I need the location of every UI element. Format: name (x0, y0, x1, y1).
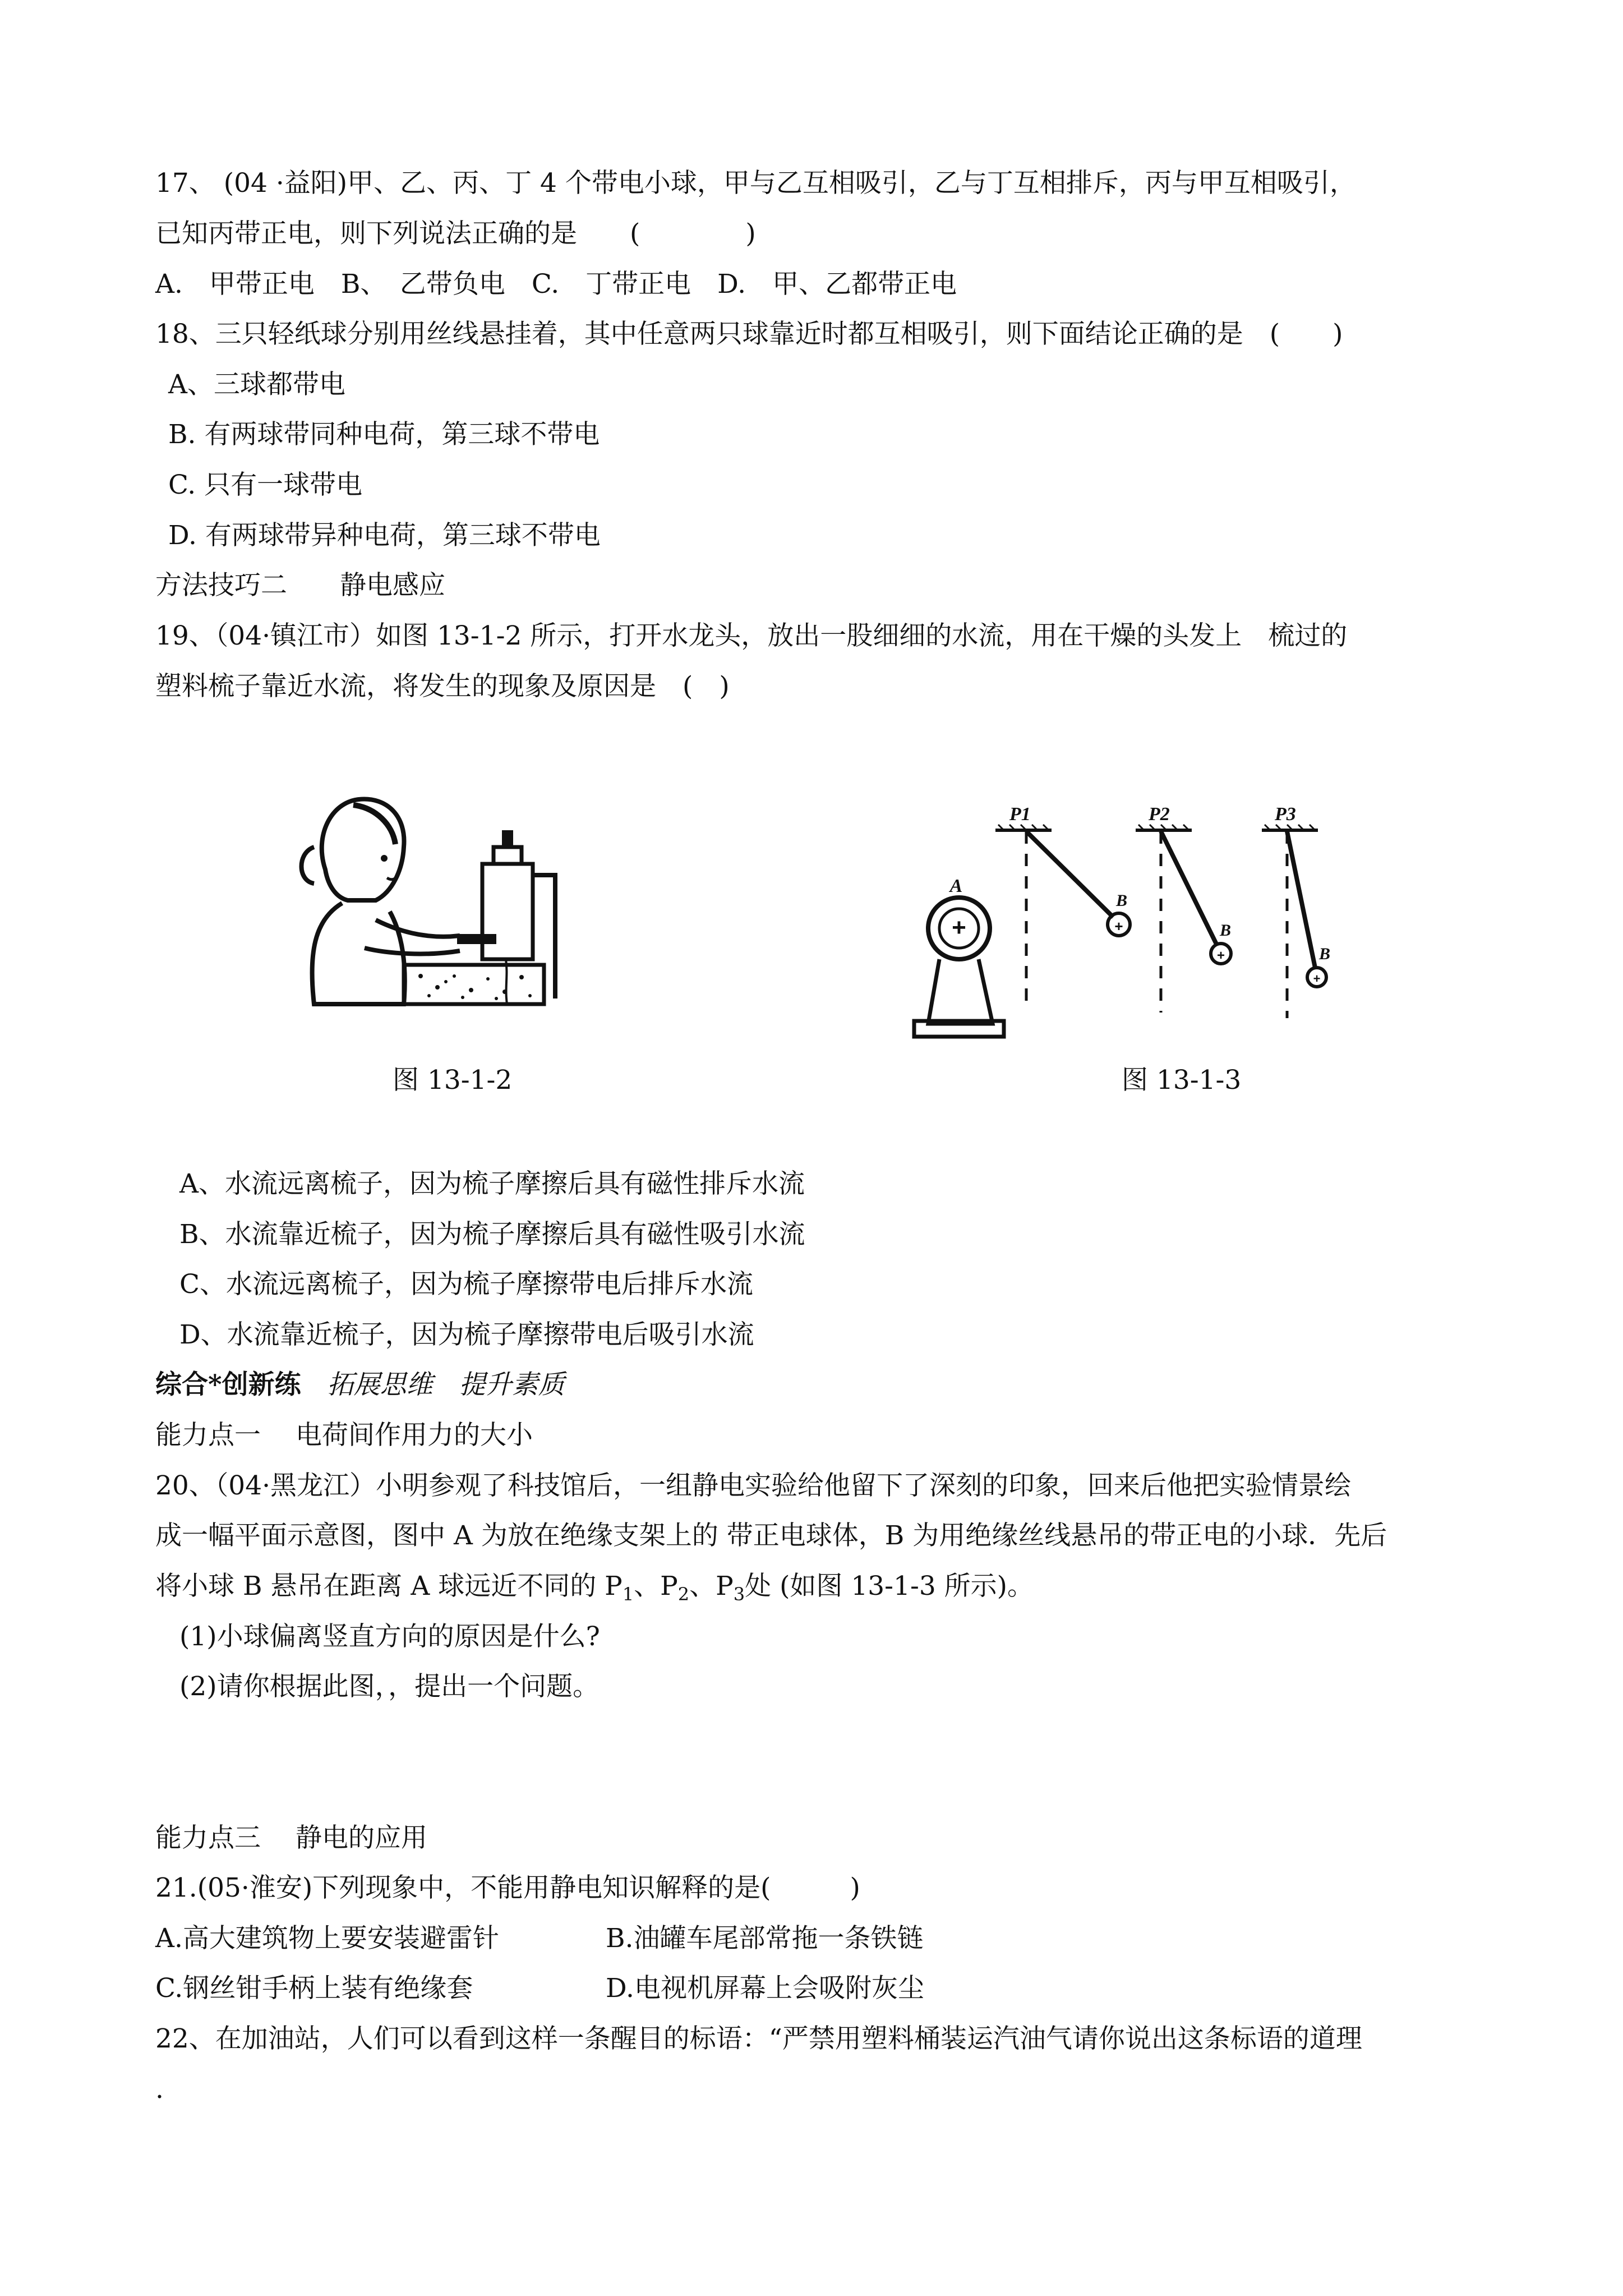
q19-stem-line1: 19、（04·镇江市）如图 13-1-2 所示，打开水龙头，放出一股细细的水流，用在干燥的头发上 梳过的 (155, 620, 1348, 651)
p2-ball-plus: + (1216, 948, 1225, 963)
section-comprehensive-subtitle: 拓展思维 提升素质 (301, 1369, 565, 1400)
q17-stem-line2: 已知丙带正电，则下列说法正确的是 ( ) (155, 218, 756, 249)
section-ability1-heading: 能力点一 电荷间作用力的大小 (155, 1420, 533, 1451)
label-p3: P3 (1275, 804, 1296, 825)
q21-option-a: A.高大建筑物上要安装避雷针 (155, 1923, 499, 1954)
q18-stem: 18、三只轻纸球分别用丝线悬挂着，其中任意两只球靠近时都互相吸引，则下面结论正确的是 ( ) (155, 319, 1343, 349)
q19-stem-line2: 塑料梳子靠近水流，将发生的现象及原因是 ( ) (155, 671, 730, 702)
q18-option-d: D. 有两球带异种电荷，第三球不带电 (168, 520, 601, 551)
q18-option-b: B. 有两球带同种电荷，第三球不带电 (168, 419, 600, 450)
q22-stem-line2: . (155, 2074, 164, 2105)
q17-stem-line1: 17、 (04 ·益阳)甲、乙、丙、丁 4 个带电小球，甲与乙互相吸引，乙与丁互相排斥，丙与甲互相吸引， (155, 168, 1356, 199)
figure-13-1-2-caption: 图 13-1-2 (393, 1065, 513, 1096)
p1-ball-plus: + (1114, 918, 1123, 935)
q20-part2: (2)请你根据此图，，提出一个问题。 (179, 1671, 600, 1702)
q21-stem: 21.(05·淮安)下列现象中，不能用静电知识解释的是( ) (155, 1872, 860, 1903)
figure-13-1-2 (292, 785, 583, 1021)
q19-option-a: A、水流远离梳子，因为梳子摩擦后具有磁性排斥水流 (179, 1168, 805, 1199)
sphere-plus-sign: + (952, 914, 966, 941)
q20-stem-line3: 将小球 B 悬吊在距离 A 球远近不同的 $P_1$、$P_2$、$P_3$处 (如图 13-1-3 所示)。 (155, 1571, 1034, 1605)
p3-ball-plus: + (1313, 972, 1321, 986)
figure-13-1-3 (903, 791, 1374, 1049)
label-p2: P2 (1149, 804, 1170, 825)
q20-stem-line1: 20、（04·黑龙江）小明参观了科技馆后，一组静电实验给他留下了深刻的印象，回来后他把实验情景绘 (155, 1470, 1352, 1501)
q17-options: A. 甲带正电 B、 乙带负电 C. 丁带正电 D. 甲、乙都带正电 (155, 269, 957, 300)
label-p1: P1 (1009, 804, 1031, 825)
figure-13-1-3-caption: 图 13-1-3 (1122, 1065, 1242, 1096)
q19-option-c: C、水流远离梳子，因为梳子摩擦带电后排斥水流 (179, 1269, 753, 1300)
label-a: A (949, 876, 963, 896)
q20-stem-line2: 成一幅平面示意图，图中 A 为放在绝缘支架上的 带正电球体，B 为用绝缘丝线悬吊的带正电的小球．先后 (155, 1520, 1387, 1551)
q18-option-c: C. 只有一球带电 (168, 470, 363, 500)
q21-option-c: C.钢丝钳手柄上装有绝缘套 (155, 1973, 473, 2004)
label-b3: B (1319, 945, 1331, 963)
q19-option-d: D、水流靠近梳子，因为梳子摩擦带电后吸引水流 (179, 1319, 754, 1350)
q21-option-d: D.电视机屏幕上会吸附灰尘 (606, 1973, 924, 2004)
section-comprehensive-heading (155, 1368, 565, 1402)
label-b2: B (1220, 921, 1232, 940)
q20-part1: (1)小球偏离竖直方向的原因是什么? (179, 1621, 600, 1652)
section-method2-heading: 方法技巧二 静电感应 (155, 570, 445, 601)
q18-option-a: A、三球都带电 (168, 369, 345, 400)
q21-option-b: B.油罐车尾部常拖一条铁链 (606, 1923, 924, 1954)
q19-option-b: B、水流靠近梳子，因为梳子摩擦后具有磁性吸引水流 (179, 1219, 805, 1250)
q22-stem-line1: 22、在加油站，人们可以看到这样一条醒目的标语：“严禁用塑料桶装运汽油气请你说出这条标语的道理 (155, 2023, 1362, 2054)
section-comprehensive-title: 综合*创新练 (155, 1369, 301, 1400)
label-b1: B (1116, 891, 1128, 910)
section-ability3-heading: 能力点三 静电的应用 (155, 1823, 427, 1853)
